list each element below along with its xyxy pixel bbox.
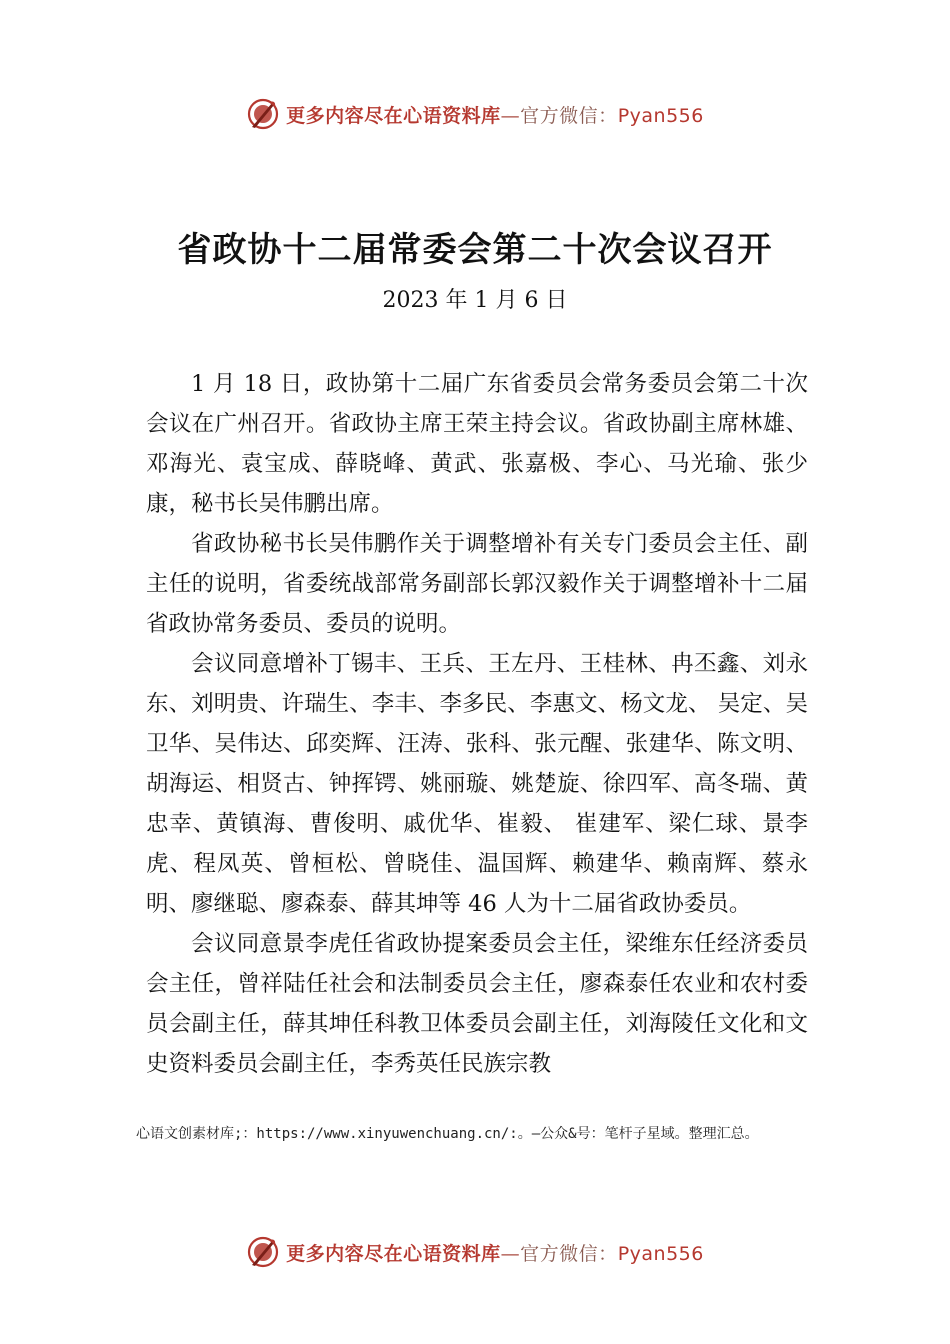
banner-dash: — bbox=[500, 104, 521, 127]
banner-dash: — bbox=[500, 1242, 521, 1265]
paragraph: 省政协秘书长吴伟鹏作关于调整增补有关专门委员会主任、副主任的说明，省委统战部常务副部长郭汉毅作关于调整增补十二届省政协常务委员、委员的说明。 bbox=[146, 531, 808, 637]
banner-wechat-label: 官方微信： bbox=[520, 104, 618, 127]
banner-text bbox=[286, 1239, 704, 1266]
header-banner bbox=[0, 94, 950, 134]
banner-wechat-id: Pyan556 bbox=[617, 104, 704, 127]
paragraph: 1 月 18 日，政协第十二届广东省委员会常务委员会第二十次会议在广州召开。省政协主席王荣主持会议。省政协副主席林雄、邓海光、袁宝成、薛晓峰、黄武、张嘉极、李心、马光瑜、张少康，秘书长吴伟鹏出席。 bbox=[146, 371, 808, 517]
quill-seal-icon bbox=[246, 97, 280, 131]
footer-banner bbox=[0, 1232, 950, 1272]
quill-seal-icon bbox=[246, 1235, 280, 1269]
banner-wechat-label: 官方微信： bbox=[520, 1242, 618, 1265]
document-date: 2023 年 1 月 6 日 bbox=[382, 288, 568, 313]
banner-main-text: 更多内容尽在心语资料库 bbox=[286, 104, 501, 127]
document-title: 省政协十二届常委会第二十次会议召开 bbox=[177, 230, 773, 270]
banner-main-text: 更多内容尽在心语资料库 bbox=[286, 1242, 501, 1265]
banner-text bbox=[286, 101, 704, 128]
paragraph: 会议同意增补丁锡丰、王兵、王左丹、王桂林、冉丕鑫、刘永东、刘明贵、许瑞生、李丰、李多民、李惠文、杨文龙、 吴定、吴卫华、吴伟达、邱奕辉、汪涛、张科、张元醒、张建华、陈文明、胡海运、相贤古、钟挥锷、姚丽璇、姚楚旋、徐四军、高冬瑞、黄忠幸、黄镇海、曹俊明、戚优华、崔毅、 崔建军、梁仁球、景李虎、程凤英、曾桓松、曾晓佳、温国辉、赖建华、赖南辉、蔡永明、廖继聪、廖森泰、薛其坤等 46 人为十二届省政协委员。 bbox=[146, 651, 808, 917]
banner-wechat-id: Pyan556 bbox=[617, 1242, 704, 1265]
paragraph: 会议同意景李虎任省政协提案委员会主任，梁维东任经济委员会主任，曾祥陆任社会和法制委员会主任，廖森泰任农业和农村委员会副主任，薛其坤任科教卫体委员会副主任，刘海陵任文化和文史资料委员会副主任，李秀英任民族宗教 bbox=[146, 931, 808, 1077]
document-body bbox=[146, 364, 808, 1084]
footer-note: 心语文创素材库;：https://www.xinyuwenchuang.cn/:。—公众&号：笔杆子星域。整理汇总。 bbox=[136, 1126, 759, 1142]
